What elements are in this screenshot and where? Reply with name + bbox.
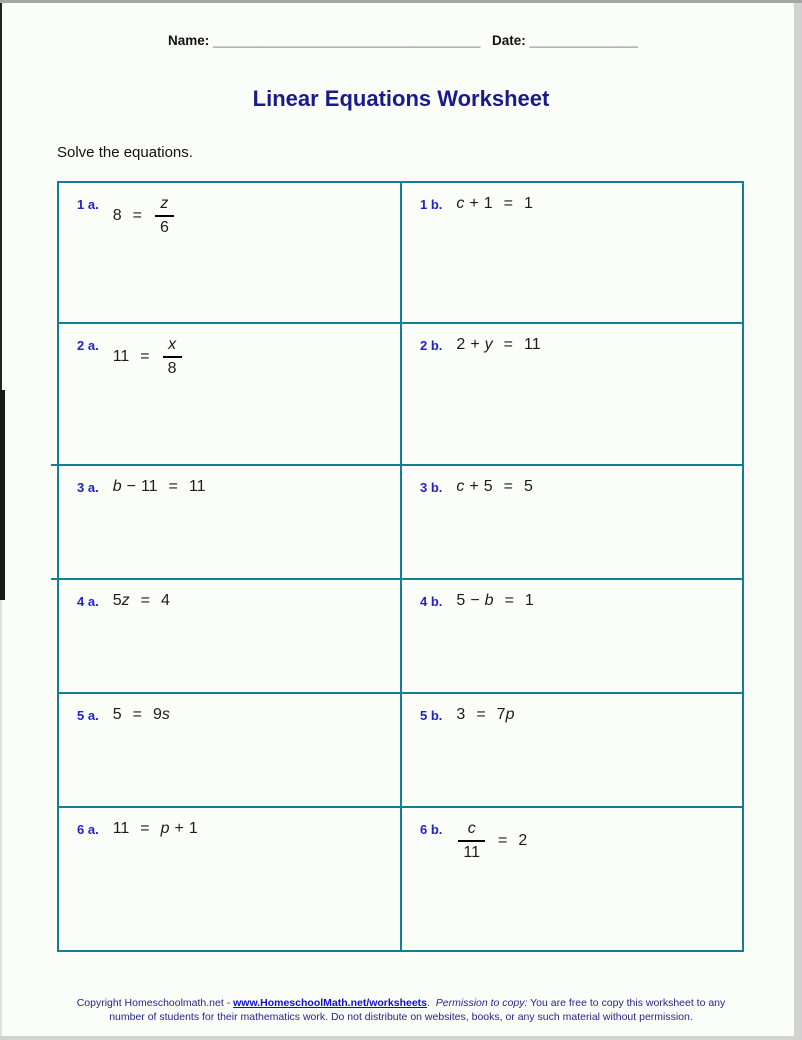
fraction-denominator: 11 — [463, 844, 481, 861]
problem-label: 5 b. — [420, 708, 443, 723]
problem-cell-6b — [402, 808, 742, 950]
number: 11 — [140, 478, 158, 495]
number: 9 — [152, 706, 162, 723]
equation — [456, 195, 533, 213]
number: 11 — [524, 336, 541, 353]
name-blank-line: _____________________________________ — [213, 33, 481, 48]
number: 2 — [456, 336, 466, 353]
problem-cell-3b — [402, 466, 742, 580]
equation — [113, 336, 184, 378]
equation — [113, 478, 206, 496]
page-title: Linear Equations Worksheet — [252, 86, 550, 111]
problem-label: 4 a. — [77, 594, 99, 609]
variable: p — [160, 820, 170, 837]
footer-link[interactable]: www.HomeschoolMath.net/worksheets — [233, 997, 428, 1009]
number: 1 — [524, 195, 533, 212]
problem-label: 3 a. — [77, 480, 99, 495]
variable: b — [112, 478, 122, 495]
problem-label: 4 b. — [420, 594, 443, 609]
problem-label: 1 a. — [77, 197, 99, 212]
footer-line2: number of students for their mathematics work. Do not distribute on websites, books, or any such material without permission. — [109, 1010, 693, 1023]
equation — [456, 706, 514, 724]
number: 1 — [188, 820, 198, 837]
operator: + — [469, 478, 479, 495]
number: 3 — [456, 706, 466, 723]
footer-after-link: . — [427, 997, 436, 1009]
fraction-numerator: z — [160, 195, 169, 212]
number: 5 — [112, 592, 122, 609]
equation — [456, 478, 533, 496]
operator: + — [470, 336, 480, 353]
problem-label: 6 b. — [420, 822, 443, 837]
fraction-denominator: 8 — [167, 360, 177, 377]
problem-cell-4b — [402, 580, 742, 694]
problem-label: 1 b. — [420, 197, 443, 212]
equals-sign: = — [168, 478, 178, 495]
table-tick-mark — [51, 464, 57, 466]
footer-line1-rest: You are free to copy this worksheet to any — [527, 997, 726, 1009]
equation — [456, 820, 527, 862]
equals-sign: = — [503, 478, 513, 495]
variable: z — [121, 592, 130, 609]
scan-edge-left-bottom — [0, 600, 2, 1036]
equation — [113, 820, 198, 838]
problem-cell-5b — [402, 694, 742, 808]
operator: − — [470, 592, 480, 609]
number: 5 — [524, 478, 533, 495]
fraction — [163, 336, 182, 378]
variable: c — [456, 478, 465, 495]
variable: s — [161, 706, 170, 723]
fraction — [458, 820, 485, 862]
equals-sign: = — [140, 348, 150, 365]
number: 5 — [112, 706, 122, 723]
problem-cell-2a — [59, 324, 402, 466]
problem-cell-1b — [402, 183, 742, 324]
date-field-group — [492, 33, 638, 48]
problem-label: 5 a. — [77, 708, 99, 723]
name-field-group — [168, 33, 481, 48]
instructions-text: Solve the equations. — [57, 144, 193, 161]
number: 5 — [456, 592, 466, 609]
name-label: Name: — [168, 33, 210, 48]
variable: p — [505, 706, 515, 723]
operator: + — [469, 195, 479, 212]
problem-cell-6a — [59, 808, 402, 950]
equals-sign: = — [132, 706, 142, 723]
number: 1 — [524, 592, 534, 609]
variable: c — [456, 195, 465, 212]
problems-table — [57, 181, 744, 952]
number: 8 — [112, 207, 122, 224]
scan-edge-left-mid — [0, 390, 5, 600]
problem-cell-1a — [59, 183, 402, 324]
problem-cell-3a — [59, 466, 402, 580]
problem-cell-4a — [59, 580, 402, 694]
equals-sign: = — [132, 207, 142, 224]
equals-sign: = — [140, 820, 150, 837]
scan-edge-right — [794, 3, 802, 1036]
equation — [113, 706, 170, 724]
equals-sign: = — [503, 195, 513, 212]
equals-sign: = — [498, 832, 508, 849]
number: 5 — [483, 478, 493, 495]
fraction — [155, 195, 174, 237]
footer-permission-label: Permission to copy: — [435, 997, 528, 1009]
operator: − — [126, 478, 136, 495]
equation — [113, 592, 170, 610]
variable: y — [484, 336, 493, 353]
scan-edge-top — [0, 0, 802, 3]
number: 11 — [112, 348, 130, 365]
equals-sign: = — [476, 706, 486, 723]
equation — [113, 195, 176, 237]
problem-label: 2 a. — [77, 338, 99, 353]
footer-copyright-pre: Copyright Homeschoolmath.net - — [76, 997, 234, 1009]
number: 11 — [112, 820, 130, 837]
fraction-numerator: x — [168, 336, 177, 353]
fraction-numerator: c — [467, 820, 476, 837]
footer-copyright — [0, 997, 802, 1024]
table-tick-mark — [51, 578, 57, 580]
date-blank-line: _______________ — [529, 33, 638, 48]
number: 7 — [496, 706, 506, 723]
number: 1 — [483, 195, 493, 212]
equals-sign: = — [140, 592, 150, 609]
problem-label: 6 a. — [77, 822, 99, 837]
equation — [456, 336, 540, 354]
equals-sign: = — [504, 592, 514, 609]
problem-cell-5a — [59, 694, 402, 808]
number: 2 — [518, 832, 528, 849]
equation — [456, 592, 533, 610]
number: 11 — [188, 478, 206, 495]
fraction-denominator: 6 — [159, 219, 169, 236]
problem-label: 3 b. — [420, 480, 443, 495]
scan-edge-bottom — [0, 1036, 802, 1040]
date-label: Date: — [492, 33, 526, 48]
problem-label: 2 b. — [420, 338, 443, 353]
operator: + — [174, 820, 184, 837]
scan-edge-left-top — [0, 3, 2, 390]
problem-cell-2b — [402, 324, 742, 466]
number: 4 — [160, 592, 170, 609]
variable: b — [484, 592, 494, 609]
equals-sign: = — [503, 336, 513, 353]
